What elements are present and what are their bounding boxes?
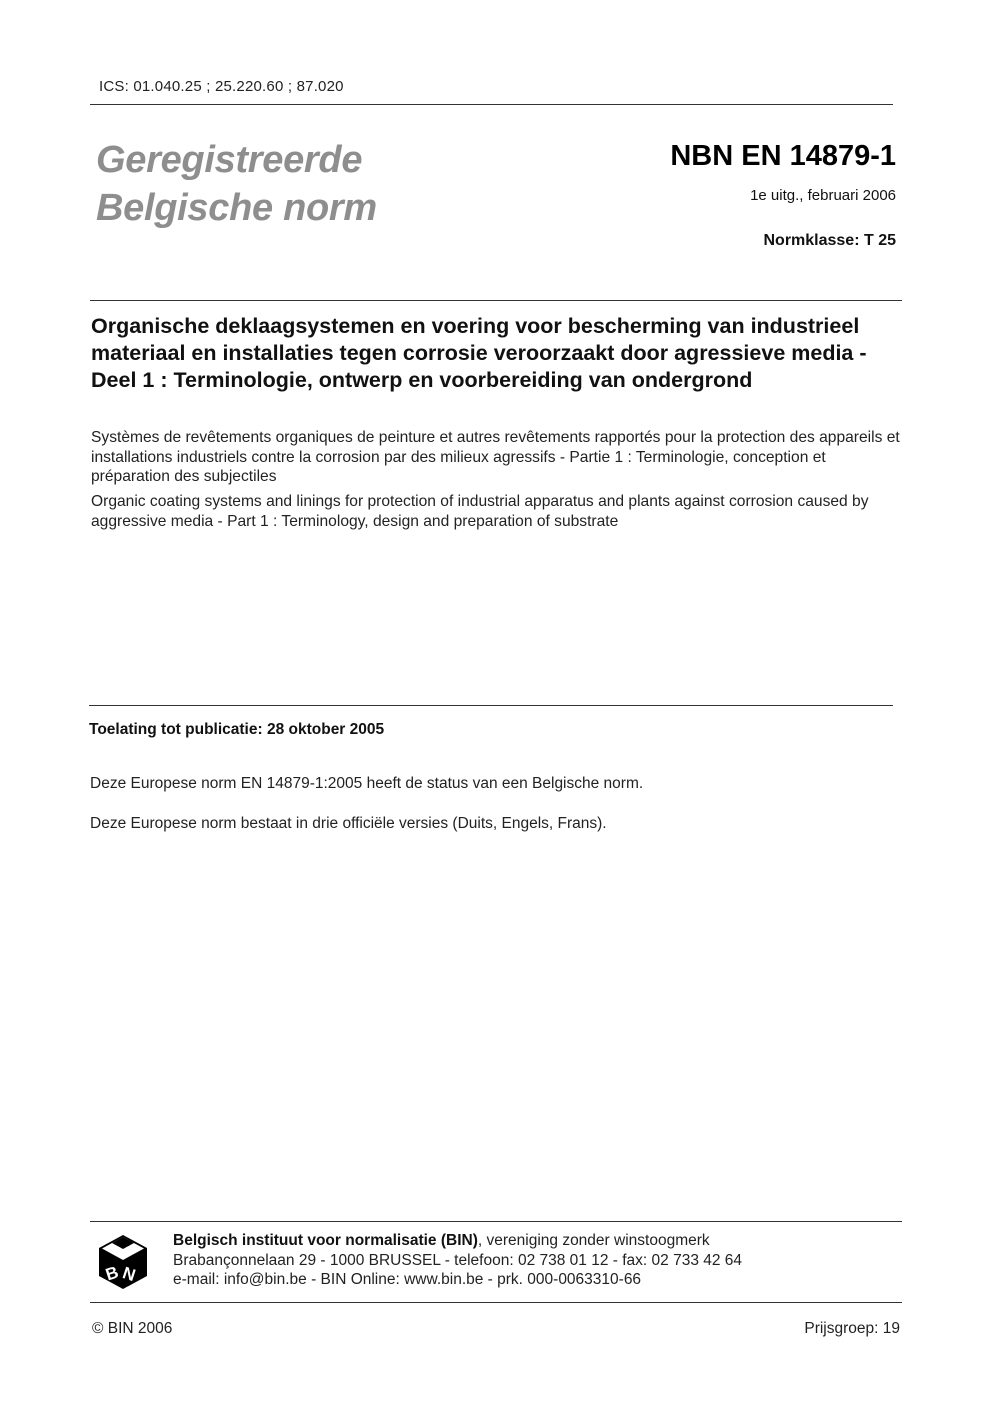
price-group: Prijsgroep: 19 <box>804 1320 900 1337</box>
norm-class: Normklasse: T 25 <box>763 232 896 249</box>
title-french: Systèmes de revêtements organiques de peinture et autres revêtements rapportés pour la protection des appareils et installations industriels contre la corrosion par des milieux agressifs - Partie 1 : Terminologie, conception et préparation des subjectiles <box>91 429 900 485</box>
approval-divider <box>89 705 893 706</box>
copyright: © BIN 2006 <box>92 1320 173 1337</box>
org-suffix: , vereniging zonder winstoogmerk <box>477 1232 710 1249</box>
svg-text:B: B <box>103 1262 121 1285</box>
title-english: Organic coating systems and linings for protection of industrial apparatus and plants against corrosion caused by aggressive media - Part 1 : Terminology, design and preparation of substrate <box>91 493 869 530</box>
bottom-divider <box>90 1302 902 1303</box>
footer-address: Brabançonnelaan 29 - 1000 BRUSSEL - telefoon: 02 738 01 12 - fax: 02 733 42 64 <box>173 1251 743 1269</box>
title-dutch: Organische deklaagsystemen en voering voor bescherming van industrieel materiaal en installaties tegen corrosie veroorzaakt door agressieve media - Deel 1 : Terminologie, ontwerp en voorbereiding van ondergrond <box>91 314 867 392</box>
registered-heading-line2: Belgische norm <box>96 187 377 229</box>
registered-norm-heading <box>96 136 377 232</box>
footer-organization <box>173 1231 742 1290</box>
org-name: Belgisch instituut voor normalisatie (BIN) <box>173 1232 478 1249</box>
footer-contact: e-mail: info@bin.be - BIN Online: www.bin.be - prk. 000-0063310-66 <box>173 1271 642 1289</box>
registered-heading-line1: Geregistreerde <box>96 139 363 181</box>
footer-org-line <box>173 1231 742 1251</box>
ics-codes: ICS: 01.040.25 ; 25.220.60 ; 87.020 <box>99 78 344 95</box>
bin-logo-icon <box>98 1234 148 1290</box>
status-statement: Deze Europese norm EN 14879-1:2005 heeft de status van een Belgische norm. <box>90 775 644 792</box>
approval-date: Toelating tot publicatie: 28 oktober 2005 <box>89 721 385 738</box>
title-divider <box>90 300 902 301</box>
footer-divider <box>90 1221 902 1222</box>
top-divider <box>90 104 893 105</box>
svg-text:N: N <box>120 1263 138 1286</box>
versions-statement: Deze Europese norm bestaat in drie officiële versies (Duits, Engels, Frans). <box>90 815 607 832</box>
edition-date: 1e uitg., februari 2006 <box>750 187 896 204</box>
norm-number: NBN EN 14879-1 <box>670 140 896 172</box>
